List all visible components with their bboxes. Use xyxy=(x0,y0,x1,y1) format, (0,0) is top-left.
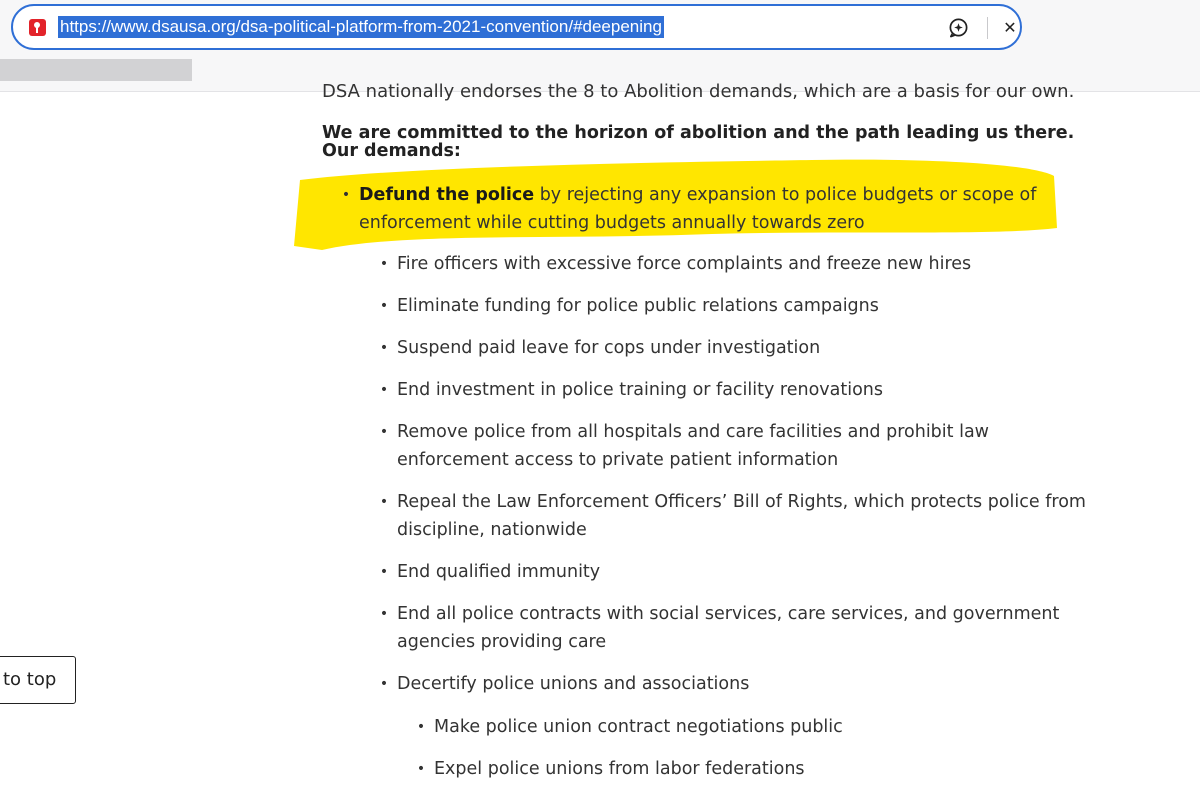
list-item-text: Suspend paid leave for cops under investigation xyxy=(397,338,821,358)
list-item xyxy=(341,181,1119,237)
url-text[interactable]: https://www.dsausa.org/dsa-political-platform-from-2021-convention/#deepening xyxy=(60,17,662,36)
bullet-icon: • xyxy=(379,424,389,440)
list-item xyxy=(379,292,1157,320)
bullet-icon: • xyxy=(379,382,389,398)
list-item-text: End investment in police training or facility renovations xyxy=(397,380,884,400)
bullet-icon: • xyxy=(379,494,389,510)
back-to-top-button[interactable]: to top xyxy=(0,656,76,704)
address-bar[interactable] xyxy=(11,4,1022,50)
page-content xyxy=(0,81,1200,783)
bullet-icon: • xyxy=(416,761,426,777)
list-item-text: Repeal the Law Enforcement Officers’ Bill of Rights, which protects police from discipline, nationwide xyxy=(397,492,1086,540)
list-item xyxy=(379,418,1037,474)
intro-text: DSA nationally endorses the 8 to Abolition demands, which are a basis for our own. xyxy=(322,81,1075,102)
bullet-icon: • xyxy=(379,564,389,580)
list-item xyxy=(416,713,1154,741)
list-item-text: End all police contracts with social services, care services, and government agencies providing care xyxy=(397,604,1060,652)
bullet-icon: • xyxy=(379,298,389,314)
list-item xyxy=(379,376,1157,404)
bullet-icon: • xyxy=(379,606,389,622)
list-item-text: Decertify police unions and associations xyxy=(397,674,750,694)
list-item xyxy=(379,250,1157,278)
list-item xyxy=(416,755,1154,783)
main-item-bold: Defund the police xyxy=(359,185,535,205)
close-icon[interactable]: ✕ xyxy=(1003,18,1017,37)
bullet-icon: • xyxy=(379,340,389,356)
main-item-text: by rejecting any expansion to police budgets or scope of enforcement while cutting budgets annually towards zero xyxy=(359,185,1037,233)
list-item xyxy=(379,558,1157,586)
sparkle-chat-icon[interactable] xyxy=(948,17,969,38)
main-demand-list xyxy=(341,181,1119,237)
list-item-text: Fire officers with excessive force complaints and freeze new hires xyxy=(397,254,972,274)
list-item-text: End qualified immunity xyxy=(397,562,601,582)
list-item-text: Remove police from all hospitals and care facilities and prohibit law enforcement access to private patient information xyxy=(397,422,989,470)
list-item xyxy=(379,600,1107,656)
list-item xyxy=(379,670,1157,698)
bullet-icon: • xyxy=(341,187,351,203)
list-item xyxy=(379,334,1157,362)
list-item xyxy=(379,488,1097,544)
address-bar-divider xyxy=(987,17,988,39)
site-favicon-icon xyxy=(29,19,46,36)
list-item-text: Expel police unions from labor federations xyxy=(434,759,805,779)
list-item-text: Make police union contract negotiations public xyxy=(434,717,843,737)
sub-demand-list xyxy=(379,250,1157,712)
list-item-text: Eliminate funding for police public relations campaigns xyxy=(397,296,879,316)
nested-demand-list xyxy=(416,713,1154,797)
demands-heading: We are committed to the horizon of abolition and the path leading us there. Our demands: xyxy=(322,123,1075,161)
redacted-bookmark-bar xyxy=(0,59,192,81)
bullet-icon: • xyxy=(379,676,389,692)
bullet-icon: • xyxy=(416,719,426,735)
bullet-icon: • xyxy=(379,256,389,272)
